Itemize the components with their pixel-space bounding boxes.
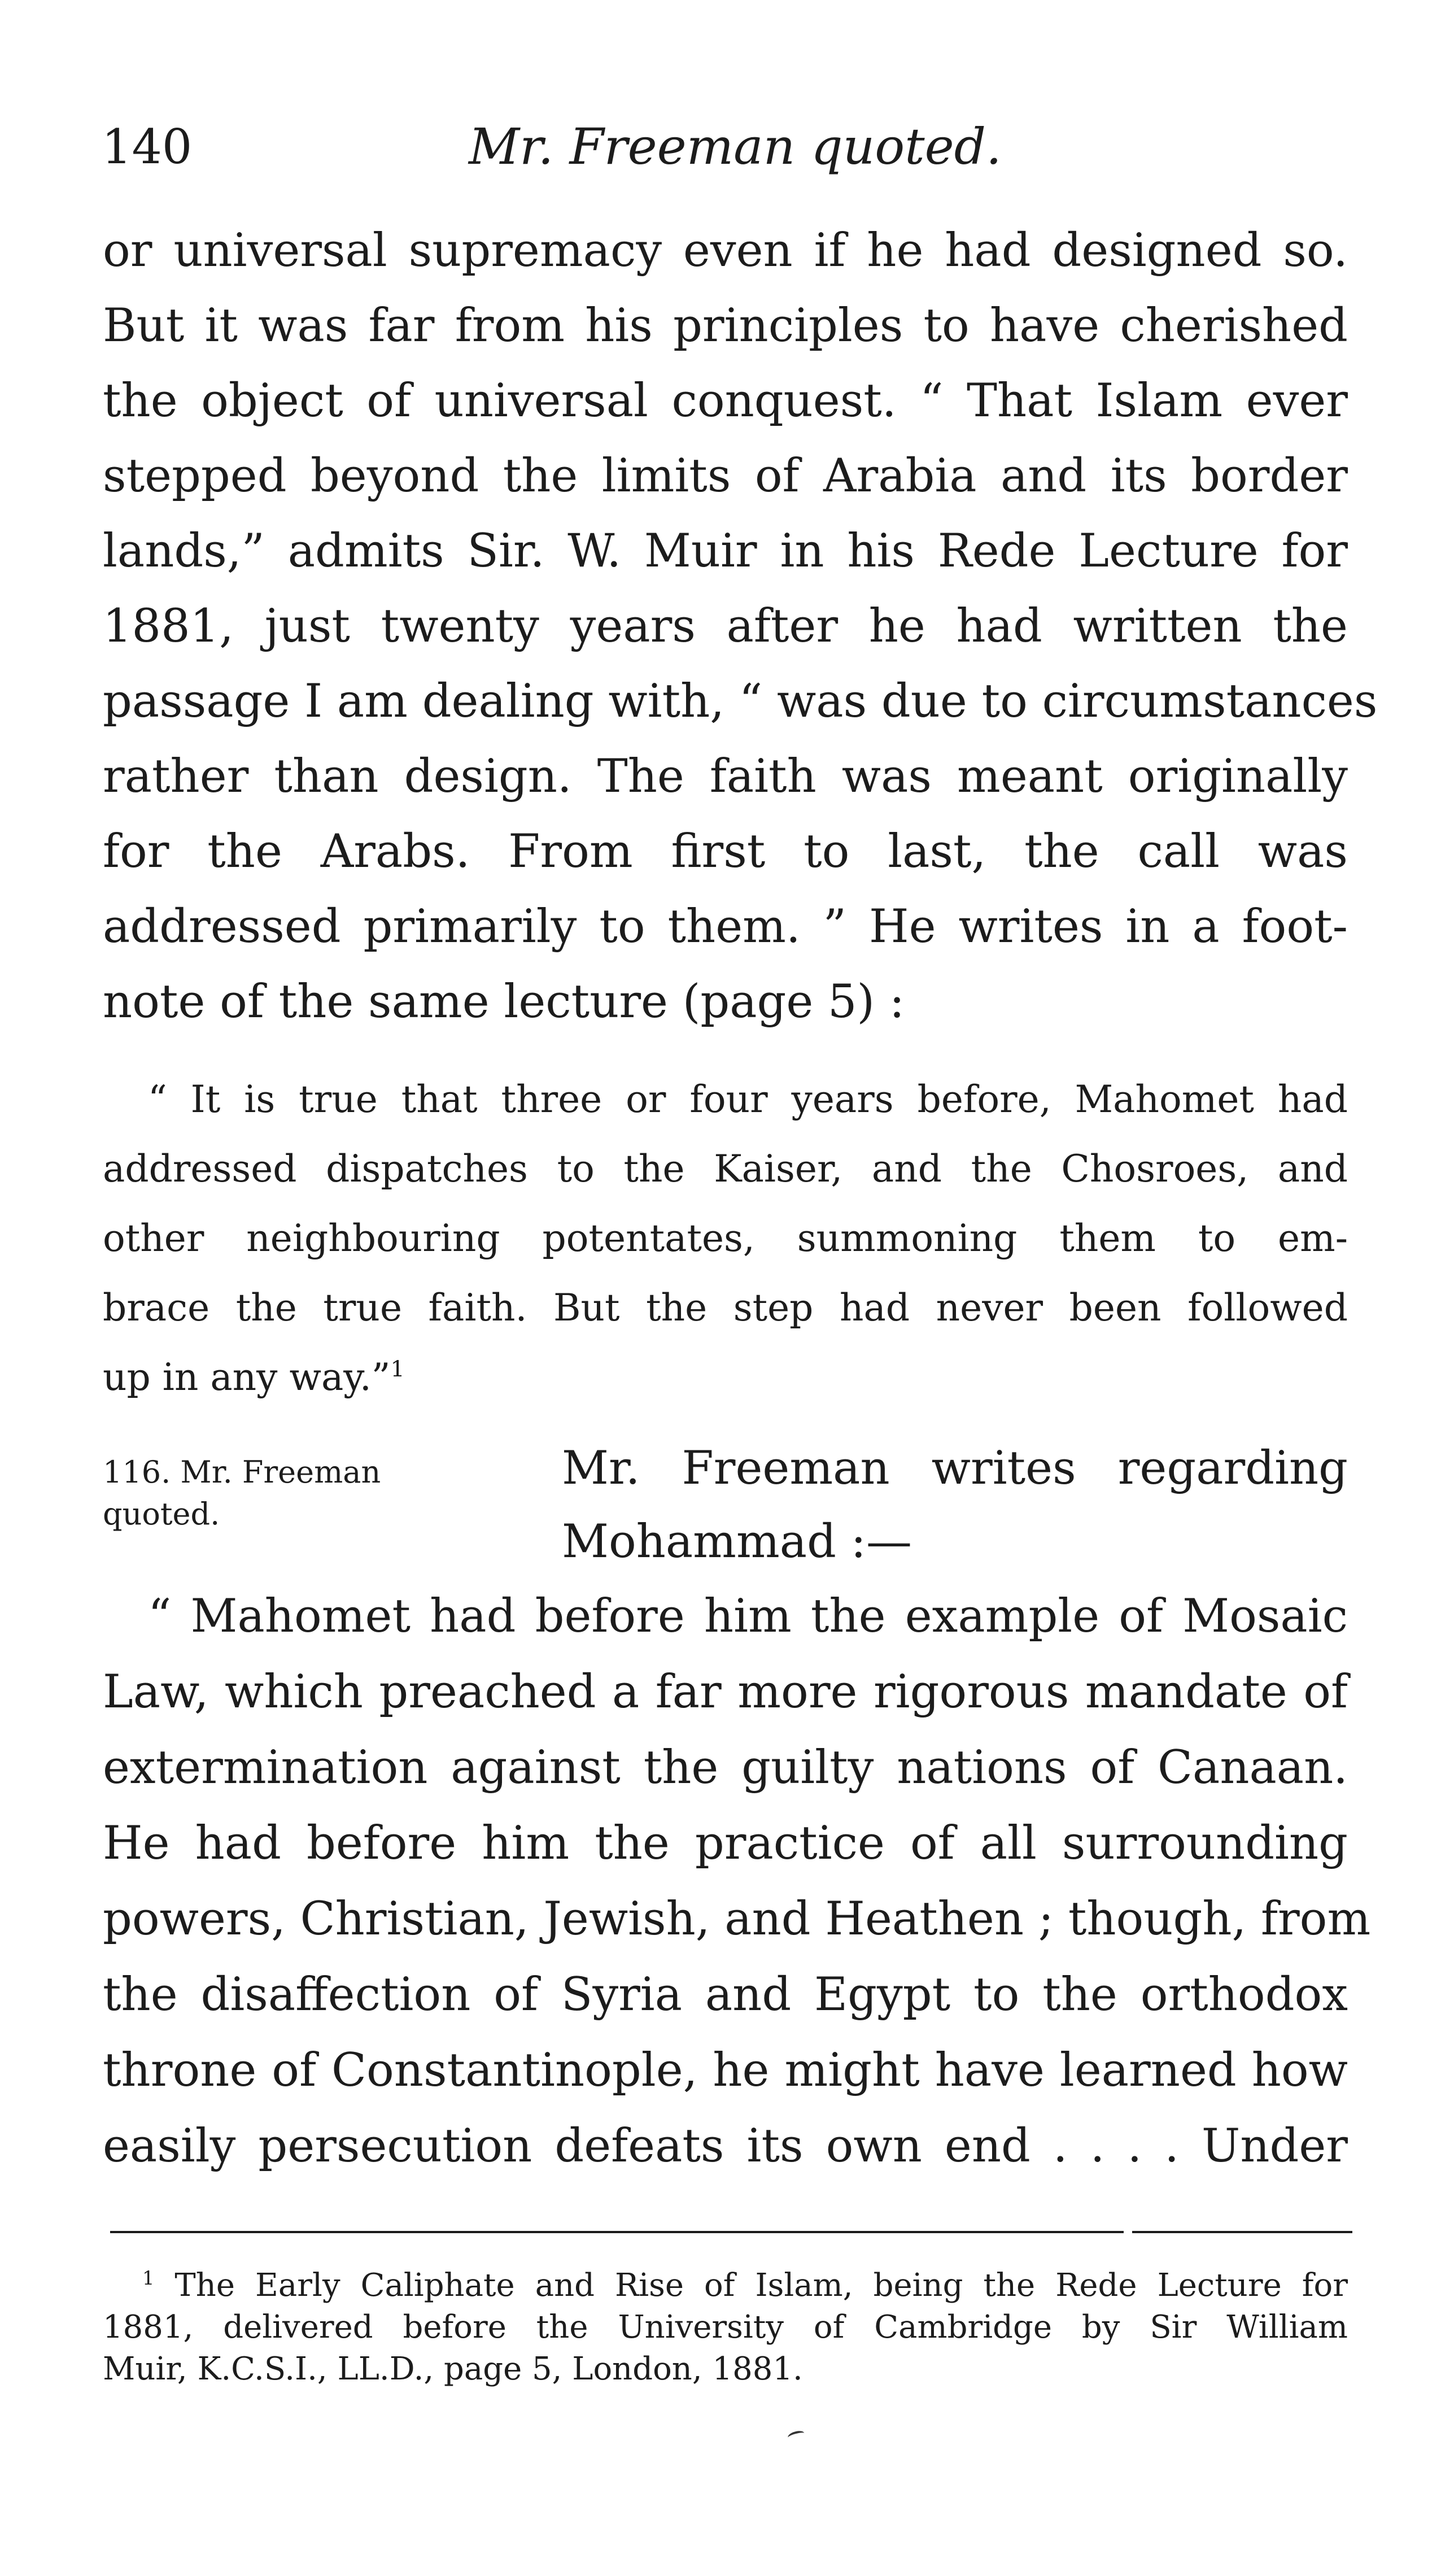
page-number: 140 bbox=[102, 119, 193, 175]
text-line: the disaffection of Syria and Egypt to the orthodox bbox=[103, 1968, 1348, 2021]
marginal-note bbox=[103, 1452, 532, 1535]
text-line: powers, Christian, Jewish, and Heathen ; though, from bbox=[103, 1893, 1371, 1946]
footnote-reference[interactable]: 1 bbox=[390, 1356, 405, 1383]
footnote-line bbox=[103, 2265, 1348, 2307]
marginal-note-line: quoted. bbox=[103, 1496, 220, 1532]
text-line: easily persecution defeats its own end . . . . Under bbox=[103, 2120, 1348, 2173]
text-line: stepped beyond the limits of Arabia and its border bbox=[103, 450, 1348, 503]
quote-line: “ It is true that three or four years before, Mahomet had bbox=[148, 1078, 1348, 1121]
page-header bbox=[102, 116, 1348, 189]
print-speck bbox=[787, 2429, 806, 2441]
footnote-divider-segment bbox=[1132, 2231, 1352, 2233]
section-lead-line: Mohammad :— bbox=[562, 1515, 912, 1568]
text-line: rather than design. The faith was meant originally bbox=[103, 750, 1348, 803]
text-line: extermination against the guilty nations of Canaan. bbox=[103, 1741, 1348, 1794]
body-paragraph-1 bbox=[103, 213, 1378, 1040]
text-line: note of the same lecture (page 5) : bbox=[103, 975, 905, 1028]
text-line: But it was far from his principles to have cherished bbox=[103, 299, 1348, 352]
footnote-divider bbox=[110, 2231, 1124, 2233]
text-line: passage I am dealing with, “ was due to circumstances bbox=[103, 675, 1378, 728]
quote-text: up in any way.” bbox=[103, 1355, 391, 1399]
quote-line: brace the true faith. But the step had never been followed bbox=[103, 1286, 1348, 1330]
text-line: the object of universal conquest. “ That Islam ever bbox=[103, 374, 1348, 428]
footnote-line: Muir, K.C.S.I., LL.D., page 5, London, 1881. bbox=[103, 2351, 803, 2387]
text-line: lands,” admits Sir. W. Muir in his Rede Lecture for bbox=[103, 525, 1348, 578]
body-paragraph-2 bbox=[103, 1579, 1371, 2184]
section-lead bbox=[562, 1432, 1348, 1579]
running-title: Mr. Freeman quoted. bbox=[469, 117, 1002, 176]
text-line: addressed primarily to them. ” He writes in a foot- bbox=[103, 900, 1348, 953]
text-line: for the Arabs. From first to last, the call was bbox=[103, 825, 1348, 878]
marginal-note-line: 116. Mr. Freeman bbox=[103, 1454, 381, 1490]
text-line: or universal supremacy even if he had designed so. bbox=[103, 224, 1348, 277]
section-lead-line: Mr. Freeman writes regarding bbox=[562, 1442, 1348, 1495]
text-line: He had before him the practice of all surrounding bbox=[103, 1817, 1348, 1870]
footnote-line: 1881, delivered before the University of Cambridge by Sir William bbox=[103, 2309, 1348, 2346]
text-line: 1881, just twenty years after he had written the bbox=[103, 600, 1348, 653]
block-quote bbox=[103, 1065, 1348, 1412]
footnote-marker: 1 bbox=[142, 2266, 155, 2289]
quote-line: addressed dispatches to the Kaiser, and the Chosroes, and bbox=[103, 1147, 1348, 1191]
footnote-text: The Early Caliphate and Rise of Islam, being the Rede Lecture for bbox=[174, 2267, 1348, 2304]
footnote bbox=[103, 2265, 1348, 2390]
quote-line-last bbox=[103, 1343, 1348, 1412]
text-line: Law, which preached a far more rigorous mandate of bbox=[103, 1666, 1348, 1719]
text-line: throne of Constantinople, he might have learned how bbox=[103, 2044, 1348, 2097]
quote-line: other neighbouring potentates, summoning them to em- bbox=[103, 1217, 1348, 1260]
text-line: “ Mahomet had before him the example of Mosaic bbox=[148, 1590, 1348, 1643]
